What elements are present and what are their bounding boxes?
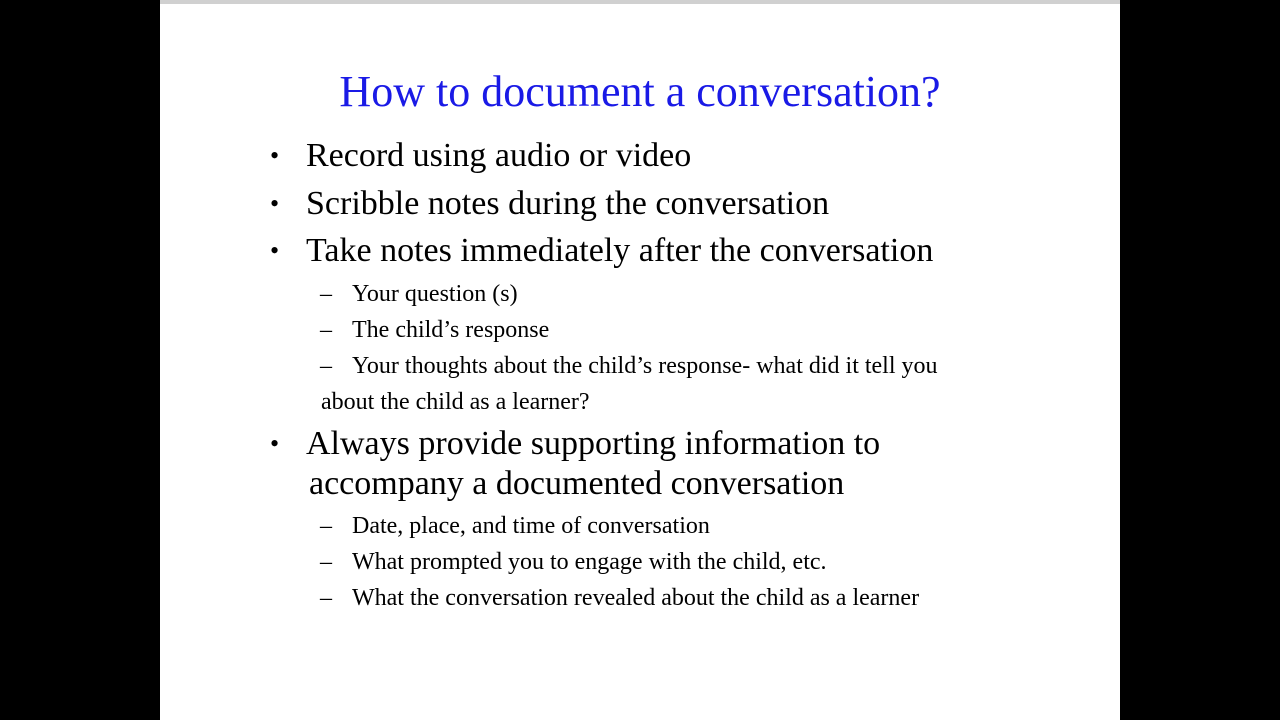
dash-icon: – [320, 513, 332, 539]
bullet-icon: • [270, 236, 280, 265]
bullet-text: Always provide supporting information to [306, 425, 881, 462]
slide-title: How to document a conversation? [339, 67, 941, 116]
sub-bullet-text: Your question (s) [352, 281, 518, 307]
sub-bullet-continuation-text: about the child as a learner? [321, 389, 590, 415]
bullet-icon: • [270, 429, 280, 458]
sub-bullet-text: Date, place, and time of conversation [352, 513, 710, 539]
sub-bullet-text: What prompted you to engage with the child, etc. [352, 549, 827, 575]
bullet-text: Scribble notes during the conversation [306, 185, 830, 222]
dash-icon: – [320, 549, 332, 575]
bullet-icon: • [270, 141, 280, 170]
sub-bullet-text: The child’s response [352, 317, 550, 343]
slide-top-border [160, 0, 1120, 4]
dash-icon: – [320, 353, 332, 379]
bullet-continuation-text: accompany a documented conversation [309, 465, 845, 502]
dash-icon: – [320, 317, 332, 343]
bullet-continuation [309, 464, 844, 504]
bullet-text: Record using audio or video [306, 137, 692, 174]
dash-icon: – [320, 585, 332, 611]
bullet-icon: • [270, 189, 280, 218]
sub-bullet-text: Your thoughts about the child’s response- what did it tell you [352, 353, 938, 379]
dash-icon: – [320, 281, 332, 307]
slide [160, 0, 1120, 720]
sub-bullet-text: What the conversation revealed about the child as a learner [352, 585, 920, 611]
bullet-text: Take notes immediately after the conversation [306, 232, 934, 269]
sub-bullet-continuation [321, 384, 590, 420]
